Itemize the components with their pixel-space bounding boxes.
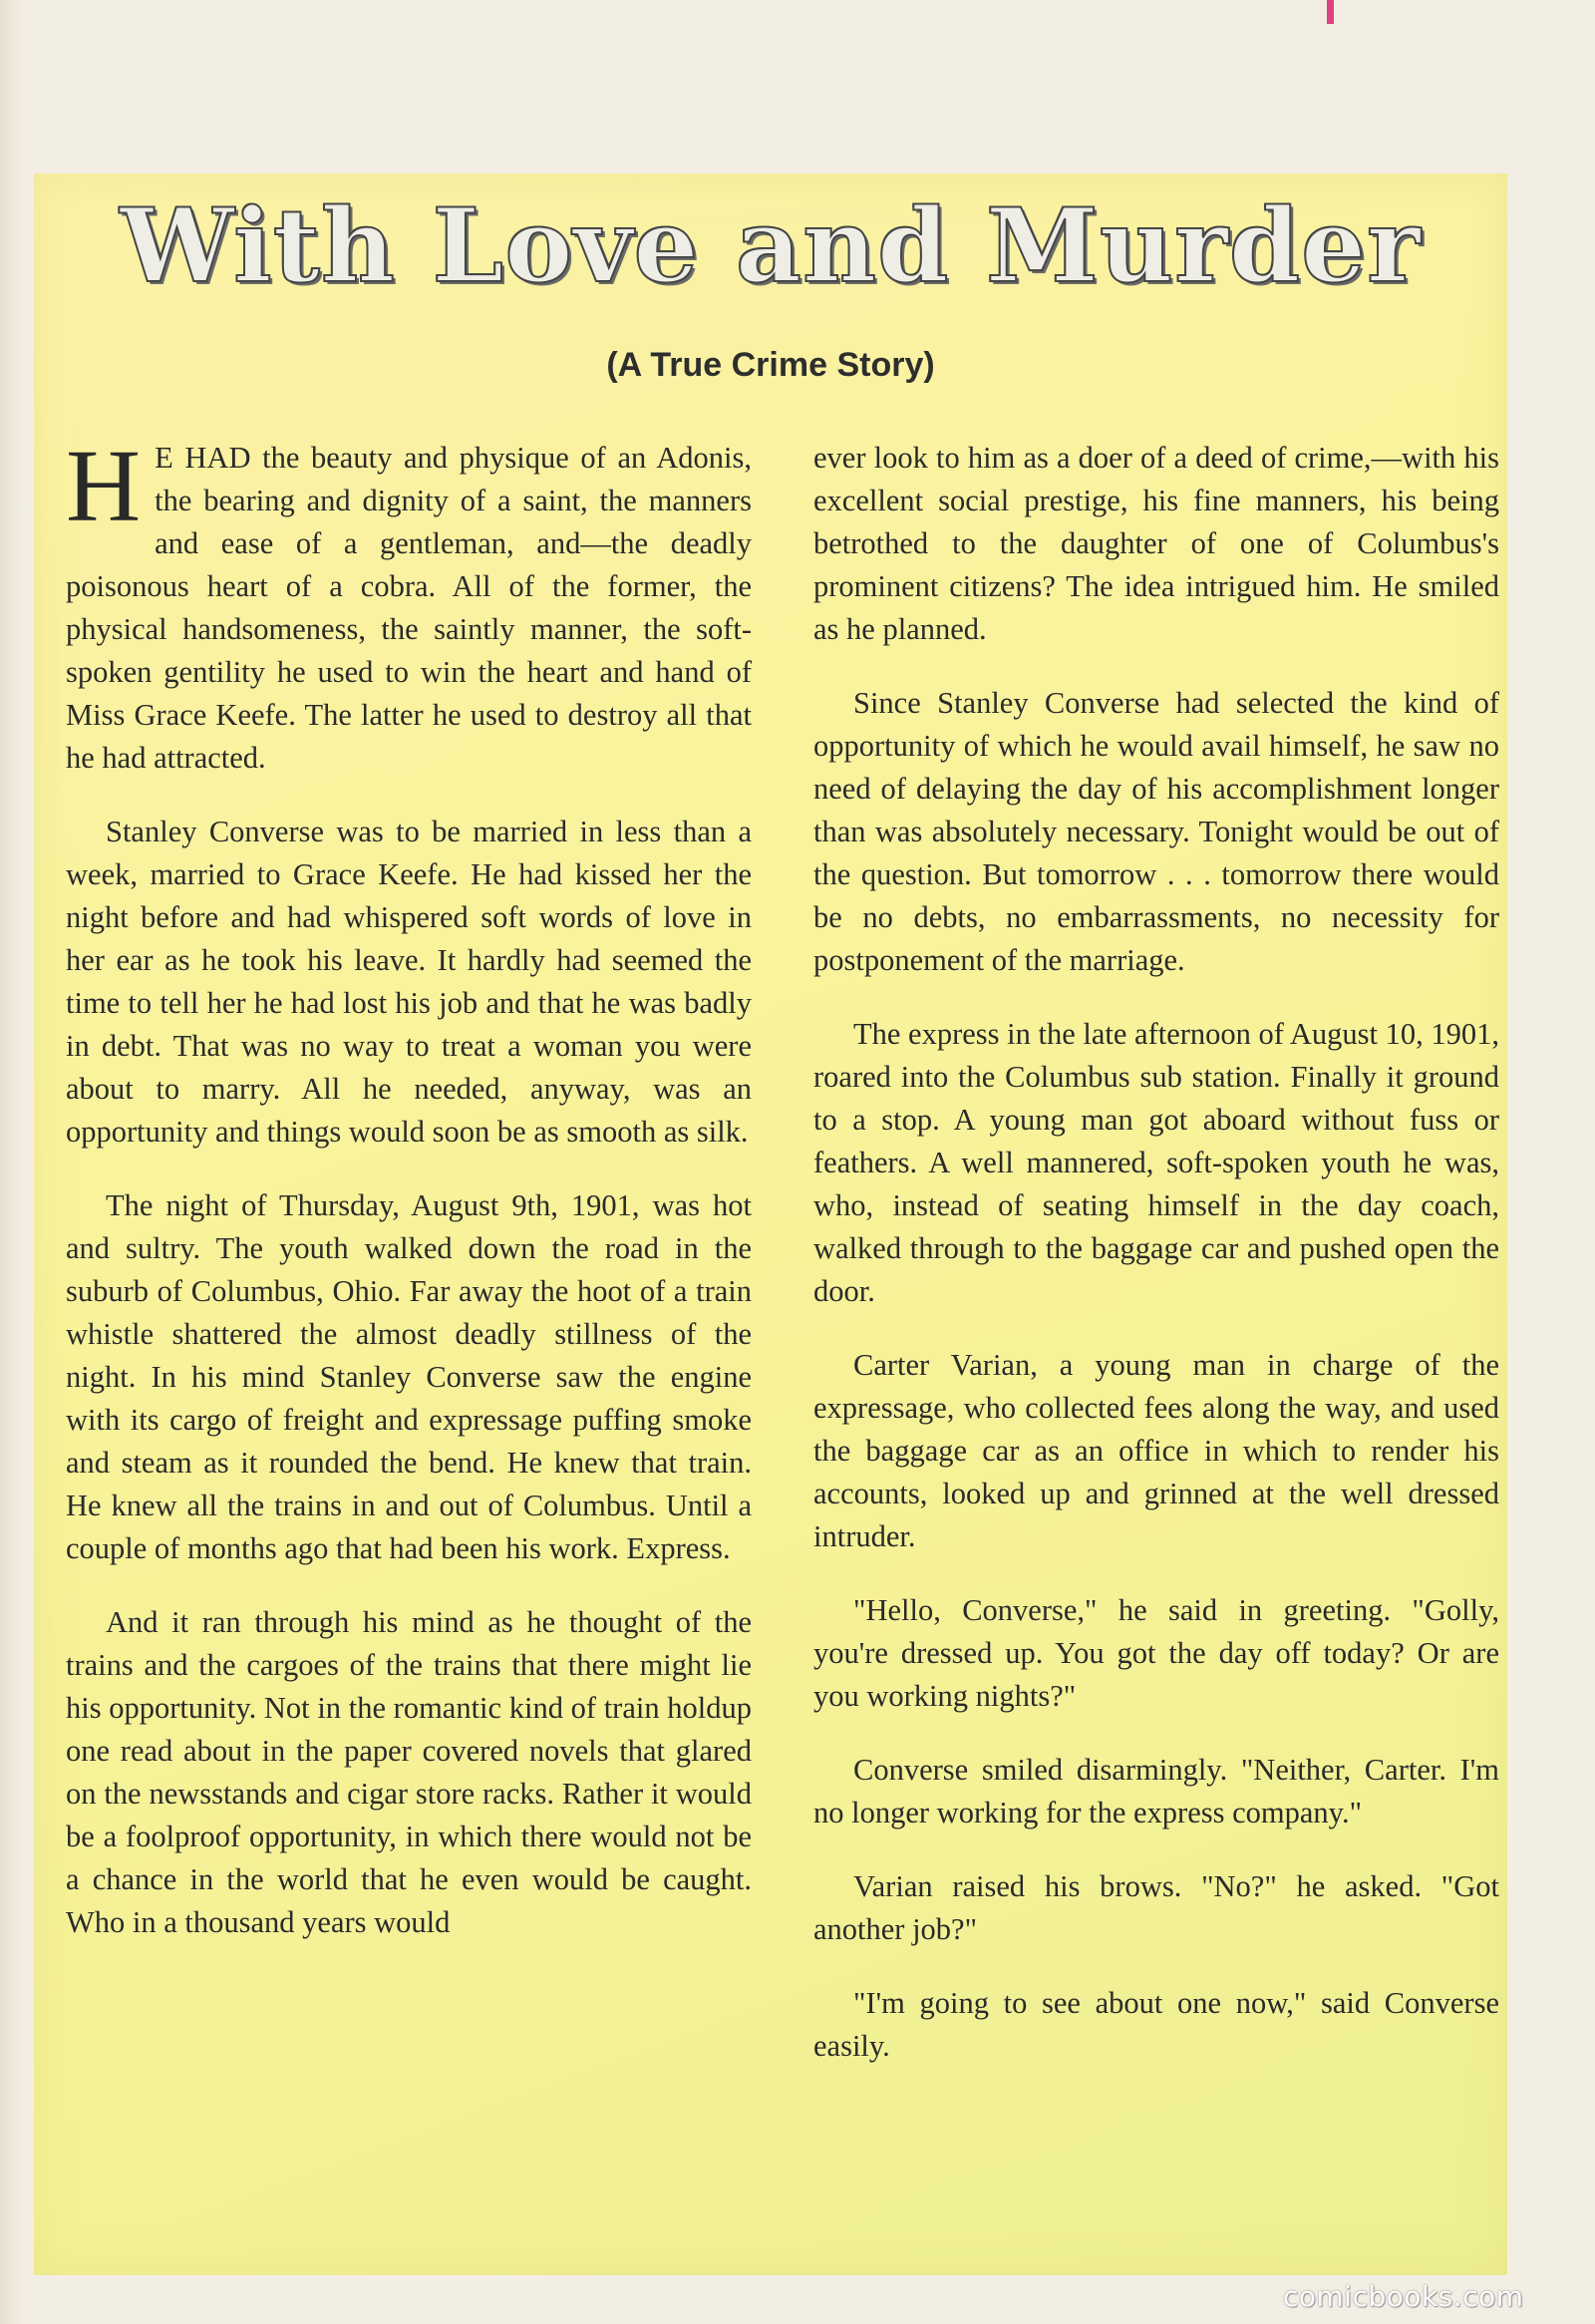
right-column bbox=[813, 437, 1499, 2099]
page-edge bbox=[0, 0, 22, 2324]
story-subtitle: (A True Crime Story) bbox=[606, 346, 935, 384]
paragraph: And it ran through his mind as he thought of the trains and the cargoes of the trains that there might lie his opportunity. Not in the romantic kind of train holdup one read about in the paper covered novels that glared on the newsstands and cigar store racks. Rather it would be a foolproof opportunity, in which there would not be a chance in the world that he even would be caught. Who in a thousand years would bbox=[66, 1605, 752, 1939]
print-mark bbox=[1327, 0, 1334, 24]
story-title: With Love and Murder bbox=[120, 186, 1422, 306]
paragraph: Stanley Converse was to be married in less than a week, married to Grace Keefe. He had kissed her the night before and had whispered soft words of love in her ear as he took his leave. It hardly had seemed the time to tell her he had lost his job and that he was badly in debt. That was no way to treat a woman you were about to marry. All he needed, anyway, was an opportunity and things would soon be as smooth as silk. bbox=[66, 815, 752, 1149]
opening-paragraph-text: E HAD the beauty and physique of an Adonis, the bearing and dignity of a saint, the manners and ease of a gentleman, and—the deadly poisonous heart of a cobra. All of the former, the physical handsomeness, the saintly manner, the soft-spoken gentility he used to win the heart and hand of Miss Grace Keefe. The latter he used to destroy all that he had attracted. bbox=[66, 441, 752, 775]
paragraph: Since Stanley Converse had selected the kind of opportunity of which he would avail himself, he saw no need of delaying the day of his accomplishment longer than was absolutely necessary. Tonight would be out of the question. But tomorrow . . . tomorrow there would be no debts, no embarrassments, no necessity for postponement of the marriage. bbox=[813, 686, 1499, 977]
paragraph: "Hello, Converse," he said in greeting. "Golly, you're dressed up. You got the day off today? Or are you working nights?" bbox=[813, 1593, 1499, 1713]
paragraph: ever look to him as a doer of a deed of crime,—with his excellent social prestige, his fine manners, his being betrothed to the daughter of one of Columbus's prominent citizens? The idea intrigued him. He smiled as he planned. bbox=[813, 441, 1499, 646]
watermark: comicbooks.com bbox=[1283, 2280, 1524, 2313]
story-panel bbox=[34, 173, 1507, 2275]
paragraph: "I'm going to see about one now," said Converse easily. bbox=[813, 1986, 1499, 2063]
paragraph: The night of Thursday, August 9th, 1901, was hot and sultry. The youth walked down the road in the suburb of Columbus, Ohio. Far away the hoot of a train whistle shattered the almost deadly stillness of the night. In his mind Stanley Converse saw the engine with its cargo of freight and expressage puffing smoke and steam as it rounded the bend. He knew that train. He knew all the trains in and out of Columbus. Until a couple of months ago that had been his work. Express. bbox=[66, 1188, 752, 1565]
drop-cap: H bbox=[66, 429, 142, 543]
left-column bbox=[66, 429, 752, 1975]
paragraph: Varian raised his brows. "No?" he asked. "Got another job?" bbox=[813, 1869, 1499, 1946]
paragraph: Converse smiled disarmingly. "Neither, Carter. I'm no longer working for the express company." bbox=[813, 1753, 1499, 1829]
paragraph: Carter Varian, a young man in charge of the expressage, who collected fees along the way, and used the baggage car as an office in which to render his accounts, looked up and grinned at the well dressed intruder. bbox=[813, 1348, 1499, 1553]
opening-paragraph bbox=[66, 429, 752, 780]
paragraph: The express in the late afternoon of August 10, 1901, roared into the Columbus sub station. Finally it ground to a stop. A young man got aboard without fuss or feathers. A well mannered, soft-spoken youth he was, who, instead of seating himself in the day coach, walked through to the baggage car and pushed open the door. bbox=[813, 1017, 1499, 1308]
